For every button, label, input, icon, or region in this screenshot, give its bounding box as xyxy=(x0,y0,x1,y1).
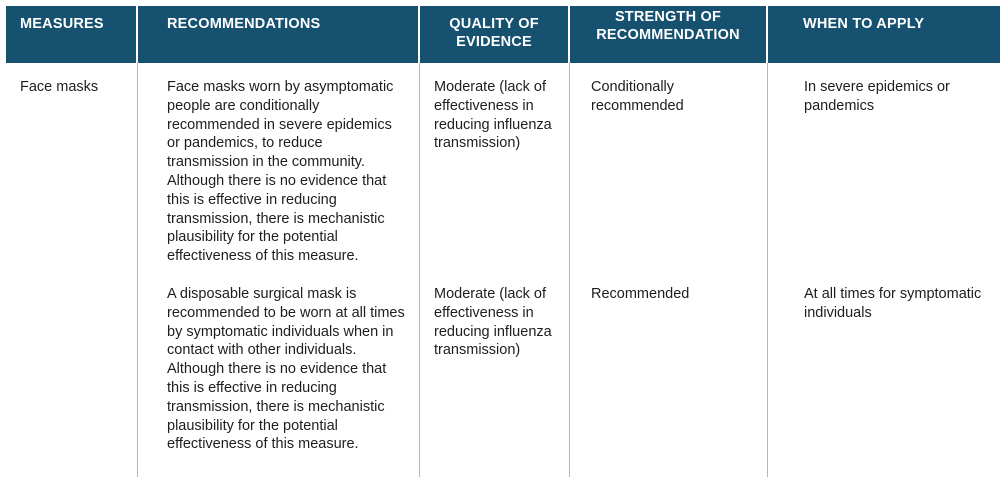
column-divider xyxy=(767,63,768,477)
cell-quality-of-evidence: Moderate (lack of effectiveness in reducing influenza transmission) xyxy=(434,79,552,152)
cell-when-to-apply: In severe epidemics or pandemics xyxy=(804,79,950,114)
header-measures: MEASURES xyxy=(6,6,136,63)
header-when-to-apply: WHEN TO APPLY xyxy=(768,6,1000,63)
cell-strength: Conditionally recommended xyxy=(591,79,684,114)
cell-recommendation: Face masks worn by asymptomatic people are conditionally recommended in severe epidemics or pandemics, to reduce transmission in the community. Although there is no evidence that this is effective in reducing transmission, there is mechanistic plausibility for the potential effectiveness of this measure. xyxy=(167,79,394,265)
header-recommendations: RECOMMENDATIONS xyxy=(138,6,418,63)
column-divider xyxy=(569,63,570,477)
cell-measure: Face masks xyxy=(20,79,99,95)
cell-strength: Recommended xyxy=(591,286,690,302)
column-divider xyxy=(419,63,420,477)
cell-when-to-apply: At all times for symptomatic individuals xyxy=(804,286,982,321)
column-divider xyxy=(137,63,138,477)
cell-quality-of-evidence: Moderate (lack of effectiveness in reducing influenza transmission) xyxy=(434,286,552,359)
header-quality-of-evidence: QUALITY OF EVIDENCE xyxy=(420,6,568,63)
header-strength-of-recommendation: STRENGTH OF RECOMMENDATION xyxy=(570,6,766,63)
cell-recommendation: A disposable surgical mask is recommended to be worn at all times by symptomatic individuals when in contact with other individuals. Although there is no evidence that this is effective in reducing transmission, there is mechanistic plausibility for the potential effectiveness of this measure. xyxy=(167,286,405,453)
